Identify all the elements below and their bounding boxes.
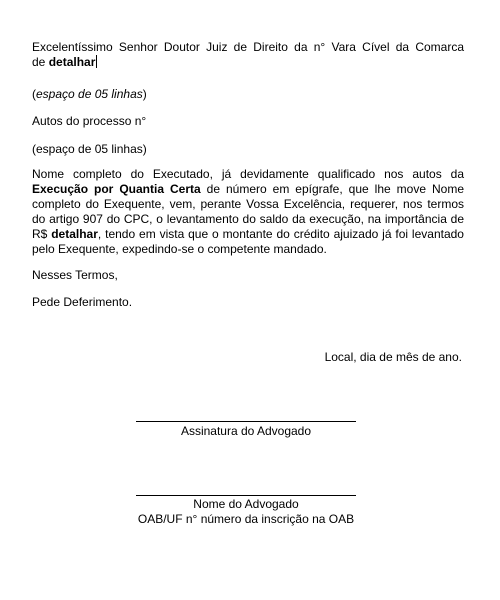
text-cursor	[96, 55, 97, 68]
process-number: Autos do processo n°	[32, 114, 147, 128]
closing-line-1: Nesses Termos,	[32, 268, 118, 282]
amount-placeholder: detalhar	[51, 227, 98, 241]
lawyer-oab: OAB/UF n° número da inscrição na OAB	[137, 512, 355, 526]
body-part-1: Nome completo do Executado, já devidamente qualificado nos autos da	[32, 167, 464, 181]
spacer-note-1-text: espaço de 05 linhas	[36, 87, 143, 101]
address-line-2-prefix: de	[32, 55, 49, 69]
address-line-1: Excelentíssimo Senhor Doutor Juiz de Direito da n° Vara Cível da Comarca	[32, 40, 464, 54]
closing-line-2: Pede Deferimento.	[32, 295, 133, 309]
signature-line-2	[136, 495, 356, 496]
spacer-note-1: (espaço de 05 linhas)	[32, 87, 147, 101]
lawyer-name: Nome do Advogado	[193, 497, 299, 511]
address-placeholder[interactable]: detalhar	[48, 55, 96, 69]
address-paragraph	[32, 40, 464, 70]
spacer-note-2: (espaço de 05 linhas)	[32, 142, 147, 156]
signature-label: Assinatura do Advogado	[180, 424, 312, 438]
body-part-3: , tendo em vista que o montante do crédito ajuizado já foi levantado pelo Exequente, expedindo-se o competente mandado.	[32, 227, 464, 256]
body-paragraph	[32, 167, 464, 257]
execution-type: Execução por Quantia Certa	[32, 182, 201, 196]
signature-line-1	[136, 421, 356, 422]
place-and-date: Local, dia de mês de ano.	[324, 350, 462, 364]
body-part-2: de número em epígrafe, que lhe move Nome completo do Exequente, vem, perante Vossa Excelência, requerer, nos termos do artigo 907 do CPC, o levantamento do saldo da execução, na importância de R$	[32, 182, 464, 241]
